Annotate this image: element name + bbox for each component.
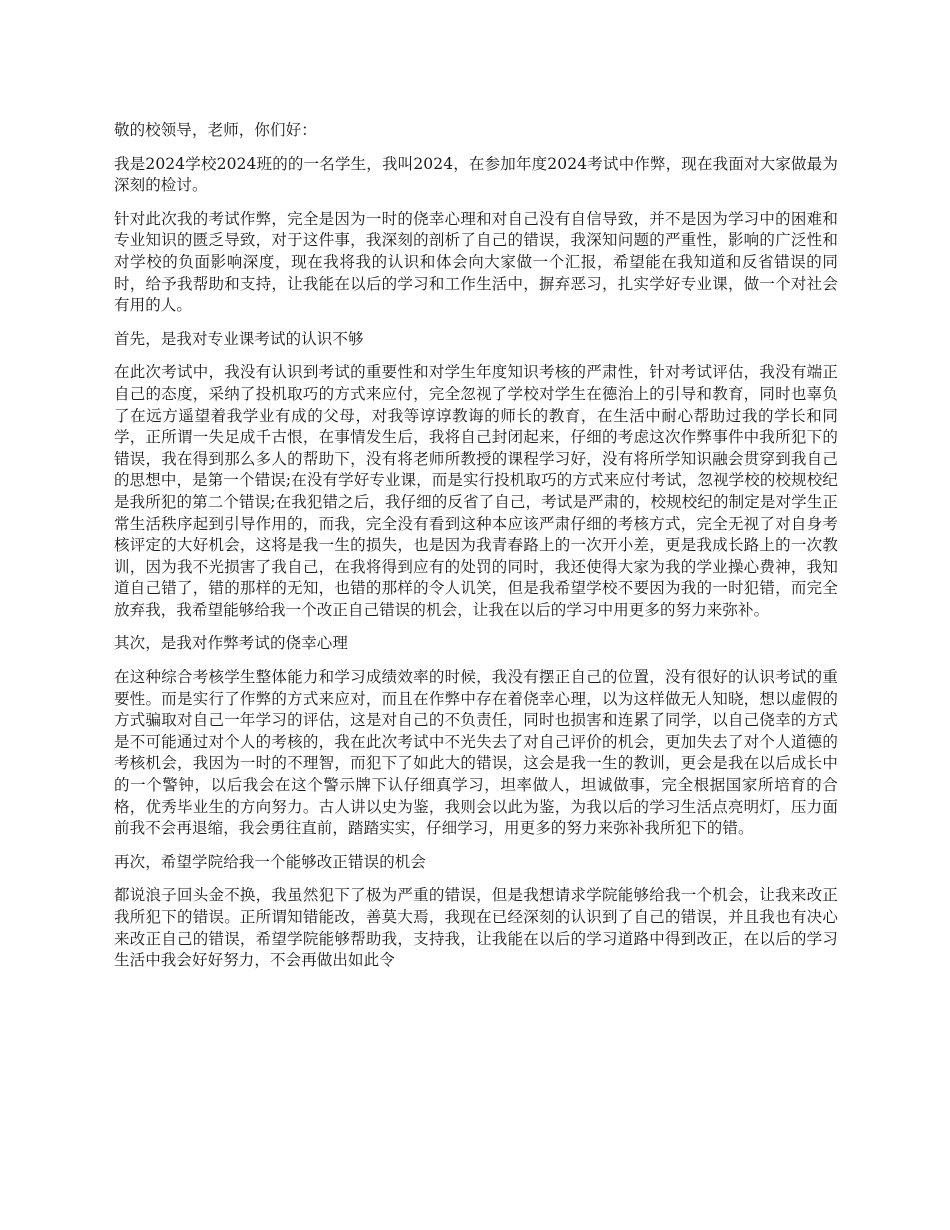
intro-paragraph: 我是2024学校2024班的的一名学生，我叫2024，在参加年度2024考试中作弊，现在我面对大家做最为深刻的检讨。	[114, 154, 838, 195]
section-paragraph-first: 在此次考试中，我没有认识到考试的重要性和对学生年度知识考核的严肃性，针对考试评估，我没有端正自己的态度，采纳了投机取巧的方式来应付，完全忽视了学校对学生在德治上的引导和教育，同时也辜负了在远方遥望着我学业有成的父母，对我等谆谆教诲的师长的教育，在生活中耐心帮助过我的学长和同学，正所谓一失足成千古恨，在事情发生后，我将自己封闭起来，仔细的考虑这次作弊事件中我所犯下的错误，我在得到那么多人的帮助下，没有将老师所教授的课程学习好，没有将所学知识融会贯穿到我自己的思想中，是第一个错误;在没有学好专业课，而是实行投机取巧的方式来应付考试，忽视学校的校规校纪是我所犯的第二个错误;在我犯错之后，我仔细的反省了自己，考试是严肃的，校规校纪的制定是对学生正常生活秩序起到引导作用的，而我，完全没有看到这种本应该严肃仔细的考核方式，完全无视了对自身考核评定的大好机会，这将是我一生的损失，也是因为我青春路上的一次开小差，更是我成长路上的一次教训，因为我不光损害了我自己，在我将得到应有的处罚的同时，我还使得大家为我的学业操心费神，我知道自己错了，错的那样的无知，也错的那样的令人讥笑，但是我希望学校不要因为我的一时犯错，而完全放弃我，我希望能够给我一个改正自己错误的机会，让我在以后的学习中用更多的努力来弥补。	[114, 363, 838, 619]
section-heading-third: 再次，希望学院给我一个能够改正错误的机会	[114, 852, 427, 871]
document-body	[114, 120, 838, 984]
reason-paragraph: 针对此次我的考试作弊，完全是因为一时的侥幸心理和对自己没有自信导致，并不是因为学习中的困难和专业知识的匮乏导致，对于这件事，我深刻的剖析了自己的错误，我深知问题的严重性，影响的广泛性和对学校的负面影响深度，现在我将我的认识和体会向大家做一个汇报，希望能在我知道和反省错误的同时，给予我帮助和支持，让我能在以后的学习和工作生活中，摒弃恶习，扎实学好专业课，做一个对社会有用的人。	[114, 209, 838, 315]
section-heading-first: 首先，是我对专业课考试的认识不够	[114, 329, 364, 348]
section-paragraph-second: 在这种综合考核学生整体能力和学习成绩效率的时候，我没有摆正自己的位置，没有很好的认识考试的重要性。而是实行了作弊的方式来应对，而且在作弊中存在着侥幸心理，以为这样做无人知晓，想以虚假的方式骗取对自己一年学习的评估，这是对自己的不负责任，同时也损害和连累了同学，以自己侥幸的方式是不可能通过对个人的考核的，我在此次考试中不光失去了对自己评价的机会，更加失去了对个人道德的考核机会，我因为一时的不理智，而犯下了如此大的错误，这会是我一生的教训，更会是我在以后成长中的一个警钟，以后我会在这个警示牌下认仔细真学习，坦率做人，坦诚做事，完全根据国家所培育的合格，优秀毕业生的方向努力。古人讲以史为鉴，我则会以此为鉴，为我以后的学习生活点亮明灯，压力面前我不会再退缩，我会勇往直前，踏踏实实，仔细学习，用更多的努力来弥补我所犯下的错。	[114, 668, 838, 838]
salutation: 敬的校领导，老师，你们好：	[114, 121, 317, 139]
section-heading-second: 其次，是我对作弊考试的侥幸心理	[114, 634, 349, 653]
section-paragraph-third: 都说浪子回头金不换，我虽然犯下了极为严重的错误，但是我想请求学院能够给我一个机会，让我来改正我所犯下的错误。正所谓知错能改，善莫大焉，我现在已经深刻的认识到了自己的错误，并且我也有决心来改正自己的错误，希望学院能够帮助我，支持我，让我能在以后的学习道路中得到改正，在以后的学习生活中我会好好努力，不会再做出如此令	[114, 886, 838, 970]
